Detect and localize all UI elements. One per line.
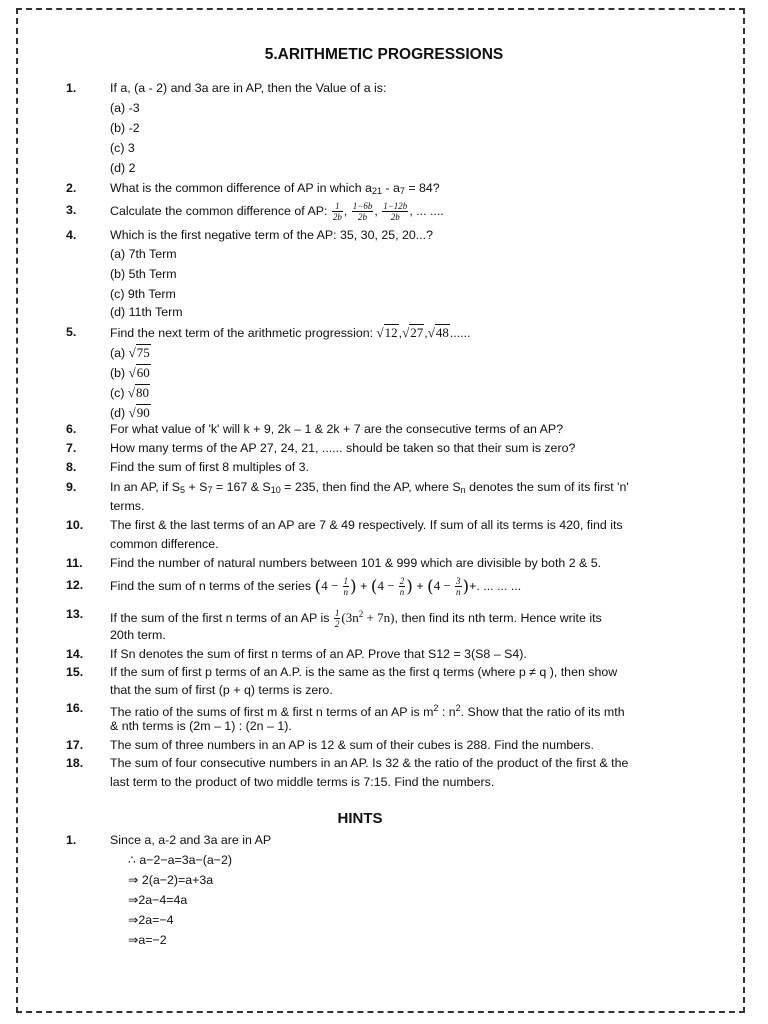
question-text: The sum of three numbers in an AP is 12 & sum of their cubes is 288. Find the numbers.: [110, 738, 594, 752]
question-number: 17.: [66, 738, 84, 752]
option-d: (d) 11th Term: [110, 305, 183, 319]
question-number: 12.: [66, 578, 84, 592]
question-text-continued: last term to the product of two middle terms is 7:15. Find the numbers.: [110, 775, 495, 789]
question-text-continued: 20th term.: [110, 628, 166, 642]
question-number: 1.: [66, 81, 77, 95]
question-number: 14.: [66, 647, 84, 661]
question-text: The sum of four consecutive numbers in an AP. Is 32 & the ratio of the product of the first & the: [110, 756, 629, 770]
question-number: 18.: [66, 756, 84, 770]
fraction: $\frac{1-12b}{2b}$: [383, 201, 408, 222]
question-number: 13.: [66, 607, 84, 621]
question-text: In an AP, if $S_5 + S_7 = 167$ & $S_{10} = 235$, then find the AP, where $S_n$ denotes the sum of its first 'n': [110, 480, 629, 495]
option-c: (c) √80: [110, 385, 150, 400]
question-text: Which is the first negative term of the AP: 35, 30, 25, 20...?: [110, 228, 434, 242]
question-text: What is the common difference of AP in which $a_{21} - a_7 = 84$?: [110, 181, 440, 196]
question-text: How many terms of the AP 27, 24, 21, ...... should be taken so that their sum is zero?: [110, 441, 576, 455]
question-text: The ratio of the sums of first m & first n terms of an AP is $m^2$ : $n^2$. Show that the ratio of its mth: [110, 703, 625, 719]
option-b: (b) -2: [110, 121, 140, 135]
square-root: √48: [427, 325, 449, 340]
question-number: 5.: [66, 325, 77, 339]
hint-number: 1.: [66, 833, 77, 847]
option-b: (b) 5th Term: [110, 267, 177, 281]
question-number: 8.: [66, 460, 77, 474]
question-number: 3.: [66, 203, 77, 217]
hints-heading: HINTS: [337, 810, 383, 827]
question-text-continued: common difference.: [110, 537, 219, 551]
question-text: The first & the last terms of an AP are 7 & 49 respectively. If sum of all its terms is 420, find its: [110, 518, 623, 532]
hint-step: ⇒a=−2: [128, 933, 167, 947]
question-text: Find the sum of n terms of the series (4 − $\frac{1}{n}$ ) + (4 − $\frac{2}{n}$ ) + (4 − $\frac{3}{n}$ )+. ... ... ...: [110, 576, 522, 598]
fraction: $\frac{1-6b}{2b}$: [352, 201, 373, 222]
question-number: 16.: [66, 701, 84, 715]
question-text: If the sum of the first n terms of an AP is $\frac{1}{2}$ $(3n^2 + 7n)$, then find its nth term. Hence write its: [110, 608, 602, 630]
option-d: (d) √90: [110, 405, 150, 420]
question-text-continued: & nth terms is (2m – 1) : (2n – 1).: [110, 719, 292, 733]
question-text: Find the number of natural numbers between 101 & 999 which are divisible by both 2 & 5.: [110, 556, 602, 570]
question-number: 15.: [66, 665, 84, 679]
question-number: 4.: [66, 228, 77, 242]
question-number: 11.: [66, 556, 83, 570]
option-a: (a) 7th Term: [110, 247, 177, 261]
question-number: 10.: [66, 518, 84, 532]
question-text: If the sum of first p terms of an A.P. is the same as the first q terms (where p ≠ q ), then show: [110, 665, 618, 679]
hint-text: Since a, a-2 and 3a are in AP: [110, 833, 272, 847]
option-a: (a) √75: [110, 345, 150, 360]
question-number: 6.: [66, 422, 77, 436]
square-root: √27: [402, 325, 424, 340]
question-text-continued: that the sum of first (p + q) terms is zero.: [110, 683, 333, 697]
option-b: (b) √60: [110, 365, 150, 380]
question-text: Calculate the common difference of AP: $\frac{1}{2b}$ , $\frac{1-6b}{2b}$ , $\frac{1-12b}{2b}$ , ... ....: [110, 201, 444, 222]
page-title: 5.ARITHMETIC PROGRESSIONS: [264, 46, 504, 63]
question-text: If Sn denotes the sum of first n terms of an AP. Prove that S12 = 3(S8 – S4).: [110, 647, 527, 661]
question-number: 9.: [66, 480, 77, 494]
option-d: (d) 2: [110, 161, 136, 175]
hint-step: ⇒2a=−4: [128, 913, 174, 927]
hint-step: ⇒2a−4=4a: [128, 893, 188, 907]
hint-step: ∴ a−2−a=3a−(a−2): [128, 853, 232, 867]
question-text-continued: terms.: [110, 499, 145, 513]
square-root: √12: [376, 325, 398, 340]
question-text: Find the sum of first 8 multiples of 3.: [110, 460, 310, 474]
fraction: $\frac{1}{2b}$: [332, 201, 342, 222]
question-text: Find the next term of the arithmetic progression: √12,√27,√48......: [110, 325, 471, 340]
option-a: (a) -3: [110, 101, 140, 115]
question-text: If a, (a - 2) and 3a are in AP, then the Value of a is:: [110, 81, 387, 95]
option-c: (c) 3: [110, 141, 135, 155]
question-number: 2.: [66, 181, 77, 195]
question-text: For what value of 'k' will k + 9, 2k – 1 & 2k + 7 are the consecutive terms of an AP?: [110, 422, 564, 436]
hint-step: ⇒ 2(a−2)=a+3a: [128, 873, 214, 887]
option-c: (c) 9th Term: [110, 287, 176, 301]
question-number: 7.: [66, 441, 77, 455]
